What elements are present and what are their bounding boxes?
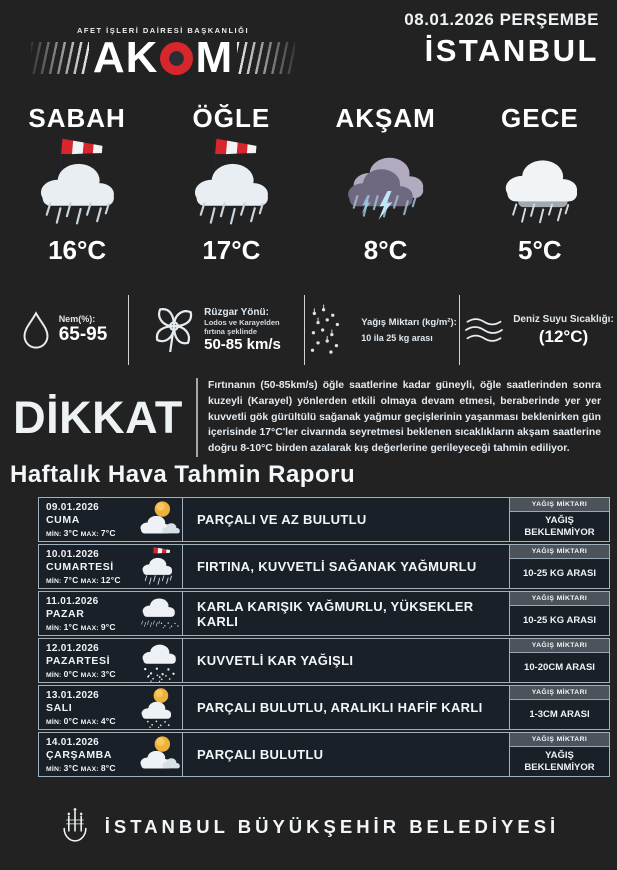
period-gece <box>463 103 617 266</box>
logo-stripes-right-icon <box>237 42 295 74</box>
row-day: PAZAR <box>46 608 85 620</box>
amount-header: YAĞIŞ MİKTARI <box>510 733 609 747</box>
period-temp: 8°C <box>363 235 408 265</box>
period-label: GECE <box>501 103 579 133</box>
water-drop-icon <box>21 309 51 351</box>
sea-waves-icon <box>463 314 505 346</box>
sleet-cloud-icon <box>136 592 182 635</box>
wind-desc-line2: fırtına şeklinde <box>204 327 258 336</box>
row-date: 12.01.2026 <box>46 643 100 654</box>
akom-letters-ak: AK <box>92 33 159 82</box>
warning-text: Fırtınanın (50-85km/s) öğle saatlerine kadar güneyli, öğle saatlerinden sonra kuzeyli (Karayel) yönlerden etkili olmaya devam etmesi, beraberinde yer yer kuvvetli gök gürültülü sağanak yağmur geçişlerinin yaşanması beklenirken gün içerisinde 17°C'ler civarında seyretmesi beklenen sıcaklıkların akşam saatlerine doğru 8-10°C birden azalarak kış değerlerine gerileyeceği tahmin ediliyor. <box>196 378 601 457</box>
table-row <box>38 544 610 589</box>
table-row <box>38 732 610 777</box>
amount-cell <box>509 686 609 729</box>
row-minmax: MİN: 3°C MAX: 8°C <box>46 763 116 773</box>
row-minmax: MİN: 0°C MAX: 4°C <box>46 716 116 726</box>
amount-value: 10-20CM ARASI <box>524 661 595 673</box>
date-cell <box>39 498 136 541</box>
period-temp: 17°C <box>202 235 261 265</box>
warning-title: DİKKAT <box>13 391 183 443</box>
row-date: 14.01.2026 <box>46 737 100 748</box>
row-day: PAZARTESİ <box>46 655 111 667</box>
akom-logo <box>28 26 298 80</box>
amount-header: YAĞIŞ MİKTARI <box>510 639 609 653</box>
akom-wordmark <box>92 33 234 82</box>
row-day: ÇARŞAMBA <box>46 749 113 761</box>
period-sabah <box>0 103 154 266</box>
weekly-title: Haftalık Hava Tahmin Raporu <box>10 461 356 488</box>
sun-cloud-icon <box>136 498 182 541</box>
logo-stripes-left-icon <box>31 42 89 74</box>
report-date: 08.01.2026 PERŞEMBE <box>404 10 599 29</box>
period-temp: 5°C <box>518 235 562 265</box>
precip-value: 10 ila 25 kg arası <box>361 333 433 343</box>
storm-cloud-icon <box>338 136 434 232</box>
windsock-rain-cloud-icon <box>29 136 125 232</box>
snow-cloud-icon <box>136 639 182 682</box>
sun-cloud-icon <box>136 733 182 776</box>
wind-label: Rüzgar Yönü: <box>204 306 269 318</box>
day-periods <box>0 103 617 266</box>
precipitation-metric <box>304 295 459 365</box>
wind-value: 50-85 km/s <box>204 336 281 354</box>
period-ogle <box>154 103 308 266</box>
amount-header: YAĞIŞ MİKTARI <box>510 592 609 606</box>
row-description: FIRTINA, KUVVETLİ SAĞANAK YAĞMURLU <box>182 545 509 588</box>
period-aksam <box>309 103 463 266</box>
akom-letter-m: M <box>195 33 234 82</box>
amount-cell <box>509 545 609 588</box>
table-row <box>38 685 610 730</box>
windsock-rain-cloud-icon <box>136 545 182 588</box>
amount-header: YAĞIŞ MİKTARI <box>510 498 609 512</box>
period-label: AKŞAM <box>335 103 436 133</box>
agency-name: AFET İŞLERİ DAİRESİ BAŞKANLIĞI <box>76 26 250 35</box>
header-right <box>404 10 599 69</box>
amount-header: YAĞIŞ MİKTARI <box>510 686 609 700</box>
row-date: 09.01.2026 <box>46 502 100 513</box>
date-cell <box>39 639 136 682</box>
sea-value: (12°C) <box>538 326 589 346</box>
date-cell <box>39 545 136 588</box>
footer <box>0 806 617 848</box>
amount-value: 1-3CM ARASI <box>529 708 590 720</box>
amount-value: 10-25 KG ARASI <box>522 567 597 579</box>
wind-metric <box>128 295 304 365</box>
amount-value: 10-25 KG ARASI <box>522 614 597 626</box>
row-day: SALI <box>46 702 73 714</box>
row-minmax: MİN: 3°C MAX: 7°C <box>46 528 116 538</box>
period-label: SABAH <box>28 103 126 133</box>
row-date: 10.01.2026 <box>46 549 100 560</box>
row-date: 11.01.2026 <box>46 596 99 607</box>
amount-cell <box>509 498 609 541</box>
date-cell <box>39 592 136 635</box>
ibb-emblem-logo <box>58 806 92 848</box>
row-description: PARÇALI VE AZ BULUTLU <box>182 498 509 541</box>
amount-value: YAĞIŞ BEKLENMİYOR <box>524 515 595 538</box>
amount-header: YAĞIŞ MİKTARI <box>510 545 609 559</box>
sun-snow-cloud-icon <box>136 686 182 729</box>
humidity-value: 65-95 <box>58 324 108 345</box>
row-minmax: MİN: 7°C MAX: 12°C <box>46 575 121 585</box>
row-minmax: MİN: 0°C MAX: 3°C <box>46 669 116 679</box>
wind-desc-line1: Lodos ve Karayelden <box>204 317 280 327</box>
raindrops-icon <box>307 304 353 356</box>
precip-label: Yağış Miktarı (kg/m²): <box>361 317 457 328</box>
row-day: CUMA <box>46 514 80 526</box>
table-row <box>38 497 610 542</box>
rain-cloud-icon <box>492 136 588 232</box>
period-temp: 16°C <box>48 235 107 265</box>
amount-cell <box>509 639 609 682</box>
row-minmax: MİN: 1°C MAX: 9°C <box>46 622 116 632</box>
humidity-label: Nem(%): <box>58 314 96 324</box>
municipality-name: İSTANBUL BÜYÜKŞEHİR BELEDİYESİ <box>104 816 560 837</box>
pinwheel-icon <box>152 304 196 356</box>
weekly-forecast-table <box>38 497 610 779</box>
metrics-band <box>0 288 617 372</box>
row-description: KUVVETLİ KAR YAĞIŞLI <box>182 639 509 682</box>
amount-cell <box>509 592 609 635</box>
sea-label: Deniz Suyu Sıcaklığı: <box>513 313 614 325</box>
row-day: CUMARTESİ <box>46 561 114 573</box>
row-description: PARÇALI BULUTLU <box>182 733 509 776</box>
amount-value: YAĞIŞ BEKLENMİYOR <box>524 750 595 773</box>
row-date: 13.01.2026 <box>46 690 100 701</box>
humidity-metric <box>0 295 128 365</box>
period-label: ÖĞLE <box>192 103 271 133</box>
city-title: İSTANBUL <box>424 33 599 68</box>
warning-section <box>0 378 617 457</box>
akom-red-o-icon <box>160 42 193 75</box>
row-description: KARLA KARIŞIK YAĞMURLU, YÜKSEKLER KARLI <box>182 592 509 635</box>
date-cell <box>39 733 136 776</box>
windsock-rain-cloud-icon <box>183 136 279 232</box>
table-row <box>38 638 610 683</box>
table-row <box>38 591 610 636</box>
row-description: PARÇALI BULUTLU, ARALIKLI HAFİF KARLI <box>182 686 509 729</box>
sea-temp-metric <box>459 295 617 365</box>
amount-cell <box>509 733 609 776</box>
date-cell <box>39 686 136 729</box>
